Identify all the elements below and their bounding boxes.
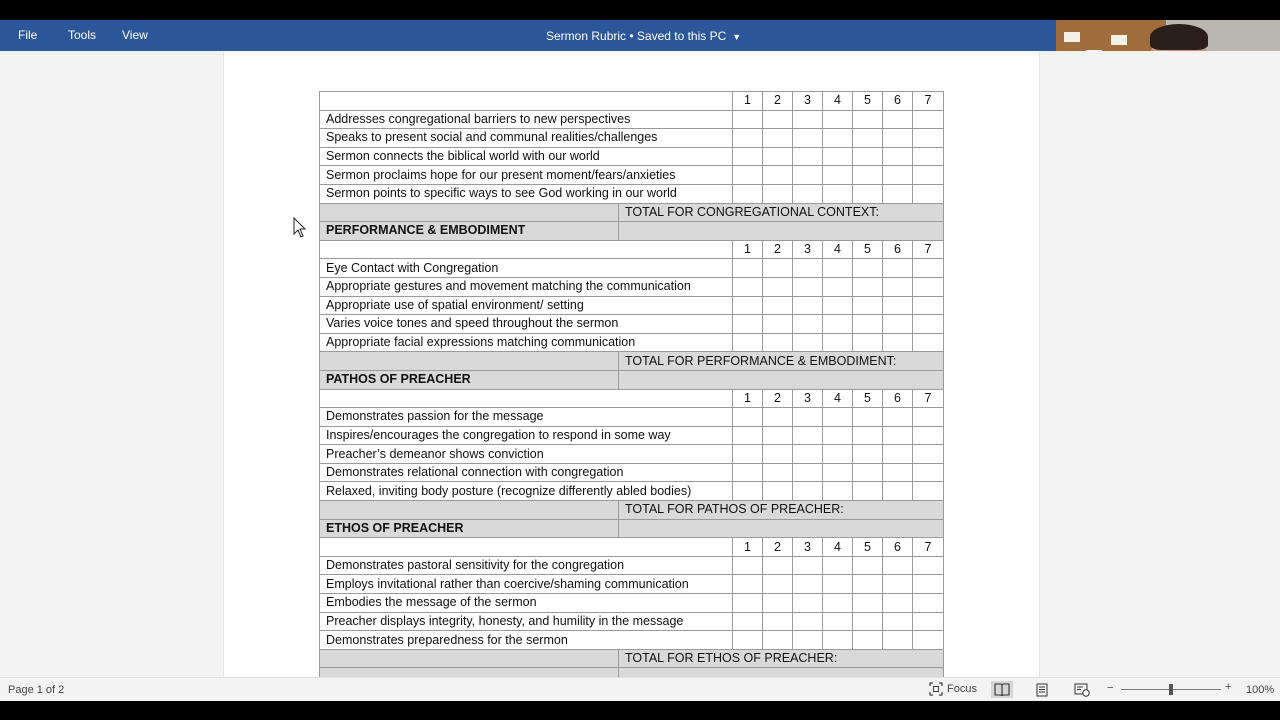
score-cell[interactable] — [823, 110, 853, 129]
total-row — [320, 649, 944, 668]
mouse-pointer-icon — [292, 217, 306, 244]
score-cell[interactable] — [823, 408, 853, 427]
score-cell[interactable] — [733, 333, 763, 352]
blank-cell[interactable] — [320, 92, 733, 111]
score-cell[interactable] — [823, 575, 853, 594]
score-cell[interactable] — [733, 463, 763, 482]
score-cell[interactable] — [853, 333, 883, 352]
rubric-item-label[interactable]: Sermon points to specific ways to see God working in our world — [320, 184, 733, 203]
score-cell[interactable] — [883, 129, 913, 148]
score-cell[interactable] — [763, 426, 793, 445]
score-cell[interactable] — [913, 408, 944, 427]
score-cell[interactable] — [913, 184, 944, 203]
menu-view[interactable]: View — [122, 28, 148, 42]
score-cell[interactable] — [733, 445, 763, 464]
section-heading[interactable]: PATHOS OF PREACHER — [320, 370, 619, 389]
rubric-item-label[interactable]: Addresses congregational barriers to new perspectives — [320, 110, 733, 129]
score-cell[interactable] — [763, 631, 793, 650]
score-cell[interactable] — [763, 184, 793, 203]
score-cell[interactable] — [853, 631, 883, 650]
score-cell[interactable] — [763, 129, 793, 148]
score-cell[interactable] — [793, 296, 823, 315]
score-cell[interactable] — [793, 277, 823, 296]
score-cell[interactable] — [823, 594, 853, 613]
rubric-item-label[interactable]: Eye Contact with Congregation — [320, 259, 733, 278]
score-cell[interactable] — [733, 110, 763, 129]
score-cell[interactable] — [763, 296, 793, 315]
blank-cell[interactable] — [320, 203, 619, 222]
score-label: 2 — [763, 538, 793, 557]
score-cell[interactable] — [793, 166, 823, 185]
rubric-item-row — [320, 445, 944, 464]
score-cell[interactable] — [763, 445, 793, 464]
rubric-item-row — [320, 315, 944, 334]
score-cell[interactable] — [823, 612, 853, 631]
score-cell[interactable] — [793, 129, 823, 148]
score-cell[interactable] — [733, 277, 763, 296]
score-cell[interactable] — [763, 315, 793, 334]
score-cell[interactable] — [793, 575, 823, 594]
rubric-item-label[interactable]: Appropriate gestures and movement matching the communication — [320, 277, 733, 296]
blank-cell[interactable] — [619, 222, 944, 241]
total-label[interactable]: TOTAL FOR CONGREGATIONAL CONTEXT: — [619, 203, 944, 222]
score-cell[interactable] — [853, 129, 883, 148]
score-cell[interactable] — [823, 184, 853, 203]
rubric-item-label[interactable]: Preacher’s demeanor shows conviction — [320, 445, 733, 464]
score-cell[interactable] — [823, 482, 853, 501]
score-cell[interactable] — [913, 594, 944, 613]
menu-file[interactable]: File — [18, 28, 38, 42]
score-cell[interactable] — [913, 631, 944, 650]
score-cell[interactable] — [913, 426, 944, 445]
score-label: 6 — [883, 240, 913, 259]
rubric-item-label[interactable]: Appropriate facial expressions matching communication — [320, 333, 733, 352]
score-cell[interactable] — [853, 556, 883, 575]
score-cell[interactable] — [883, 594, 913, 613]
score-cell[interactable] — [793, 463, 823, 482]
score-cell[interactable] — [883, 110, 913, 129]
score-cell[interactable] — [763, 333, 793, 352]
score-cell[interactable] — [883, 166, 913, 185]
score-cell[interactable] — [763, 575, 793, 594]
score-cell[interactable] — [733, 259, 763, 278]
score-cell[interactable] — [913, 296, 944, 315]
rubric-item-row — [320, 184, 944, 203]
score-cell[interactable] — [853, 259, 883, 278]
blank-cell[interactable] — [619, 519, 944, 538]
rubric-item-row — [320, 408, 944, 427]
blank-cell[interactable] — [619, 668, 944, 677]
score-cell[interactable] — [793, 426, 823, 445]
score-cell[interactable] — [823, 556, 853, 575]
rubric-item-row — [320, 259, 944, 278]
score-label: 3 — [793, 92, 823, 111]
print-layout-button[interactable] — [1031, 681, 1053, 698]
score-cell[interactable] — [793, 110, 823, 129]
score-cell[interactable] — [763, 482, 793, 501]
rubric-item-row — [320, 277, 944, 296]
score-cell[interactable] — [913, 110, 944, 129]
score-cell[interactable] — [883, 333, 913, 352]
zoom-out-button[interactable]: − — [1107, 682, 1114, 694]
score-cell[interactable] — [763, 277, 793, 296]
score-cell[interactable] — [853, 166, 883, 185]
score-cell[interactable] — [763, 408, 793, 427]
score-cell[interactable] — [823, 259, 853, 278]
chevron-down-icon: ▼ — [732, 32, 742, 42]
score-cell[interactable] — [733, 129, 763, 148]
score-cell[interactable] — [913, 482, 944, 501]
score-label: 7 — [913, 389, 944, 408]
score-label: 7 — [913, 92, 944, 111]
score-cell[interactable] — [793, 556, 823, 575]
score-cell[interactable] — [883, 147, 913, 166]
score-cell[interactable] — [733, 408, 763, 427]
blank-cell[interactable] — [320, 501, 619, 520]
rubric-item-label[interactable]: Embodies the message of the sermon — [320, 594, 733, 613]
score-cell[interactable] — [793, 259, 823, 278]
blank-row — [320, 668, 944, 677]
rubric-item-label[interactable]: Demonstrates passion for the message — [320, 408, 733, 427]
score-label: 3 — [793, 240, 823, 259]
score-header-row — [320, 240, 944, 259]
rubric-item-label[interactable]: Demonstrates preparedness for the sermon — [320, 631, 733, 650]
total-label[interactable]: TOTAL FOR PATHOS OF PREACHER: — [619, 501, 944, 520]
score-label: 5 — [853, 538, 883, 557]
zoom-slider-thumb[interactable] — [1169, 684, 1173, 695]
score-header-row — [320, 538, 944, 557]
rubric-item-row — [320, 463, 944, 482]
rubric-item-label[interactable]: Demonstrates pastoral sensitivity for the congregation — [320, 556, 733, 575]
score-cell[interactable] — [883, 445, 913, 464]
person-hair — [1150, 24, 1208, 50]
score-cell[interactable] — [823, 166, 853, 185]
section-heading-row — [320, 519, 944, 538]
rubric-item-label[interactable]: Relaxed, inviting body posture (recognize differently abled bodies) — [320, 482, 733, 501]
score-header-row — [320, 92, 944, 111]
rubric-item-row — [320, 333, 944, 352]
score-cell[interactable] — [763, 612, 793, 631]
score-cell[interactable] — [853, 184, 883, 203]
score-cell[interactable] — [913, 612, 944, 631]
score-cell[interactable] — [883, 426, 913, 445]
score-cell[interactable] — [853, 575, 883, 594]
score-cell[interactable] — [853, 463, 883, 482]
rubric-item-label[interactable]: Inspires/encourages the congregation to respond in some way — [320, 426, 733, 445]
score-cell[interactable] — [883, 184, 913, 203]
score-label: 5 — [853, 92, 883, 111]
rubric-item-row — [320, 482, 944, 501]
rubric-table[interactable] — [319, 91, 944, 677]
score-label: 1 — [733, 538, 763, 557]
score-cell[interactable] — [913, 463, 944, 482]
rubric-item-row — [320, 147, 944, 166]
web-layout-button[interactable] — [1071, 681, 1093, 698]
rubric-item-row — [320, 631, 944, 650]
score-cell[interactable] — [823, 333, 853, 352]
rubric-item-row — [320, 296, 944, 315]
rubric-item-row — [320, 594, 944, 613]
score-cell[interactable] — [883, 612, 913, 631]
score-cell[interactable] — [793, 315, 823, 334]
score-cell[interactable] — [823, 445, 853, 464]
score-cell[interactable] — [883, 482, 913, 501]
zoom-in-button[interactable]: + — [1225, 681, 1232, 693]
score-cell[interactable] — [883, 463, 913, 482]
score-label: 5 — [853, 389, 883, 408]
score-cell[interactable] — [823, 147, 853, 166]
zoom-level[interactable]: 100% — [1246, 684, 1275, 696]
document-canvas[interactable] — [0, 51, 1280, 677]
blank-cell[interactable] — [320, 668, 619, 677]
score-cell[interactable] — [733, 612, 763, 631]
score-cell[interactable] — [883, 259, 913, 278]
rubric-item-row — [320, 426, 944, 445]
score-cell[interactable] — [733, 166, 763, 185]
score-cell[interactable] — [733, 594, 763, 613]
document-title: Sermon Rubric • Saved to this PC — [546, 29, 727, 43]
rubric-item-label[interactable]: Employs invitational rather than coercive/shaming communication — [320, 575, 733, 594]
score-cell[interactable] — [853, 612, 883, 631]
score-cell[interactable] — [763, 110, 793, 129]
score-cell[interactable] — [913, 556, 944, 575]
section-heading[interactable]: ETHOS OF PREACHER — [320, 519, 619, 538]
score-cell[interactable] — [763, 259, 793, 278]
score-cell[interactable] — [793, 631, 823, 650]
score-label: 1 — [733, 389, 763, 408]
score-cell[interactable] — [793, 482, 823, 501]
score-cell[interactable] — [733, 296, 763, 315]
score-cell[interactable] — [763, 463, 793, 482]
top-black-bar — [0, 0, 1280, 20]
score-cell[interactable] — [913, 333, 944, 352]
pinned-note — [1111, 35, 1127, 45]
blank-cell[interactable] — [320, 352, 619, 371]
score-cell[interactable] — [883, 556, 913, 575]
score-cell[interactable] — [913, 147, 944, 166]
section-heading-row — [320, 222, 944, 241]
rubric-item-label[interactable]: Sermon connects the biblical world with our world — [320, 147, 733, 166]
score-cell[interactable] — [853, 147, 883, 166]
blank-cell[interactable] — [320, 649, 619, 668]
score-cell[interactable] — [733, 575, 763, 594]
blank-cell[interactable] — [320, 538, 733, 557]
rubric-item-label[interactable]: Demonstrates relational connection with congregation — [320, 463, 733, 482]
score-cell[interactable] — [853, 426, 883, 445]
score-header-row — [320, 389, 944, 408]
score-cell[interactable] — [823, 296, 853, 315]
score-cell[interactable] — [733, 184, 763, 203]
total-row — [320, 352, 944, 371]
score-label: 2 — [763, 389, 793, 408]
score-label: 5 — [853, 240, 883, 259]
zoom-slider[interactable] — [1121, 689, 1221, 690]
rubric-item-row — [320, 110, 944, 129]
score-cell[interactable] — [763, 594, 793, 613]
total-row — [320, 203, 944, 222]
web-layout-icon — [1074, 683, 1090, 697]
score-cell[interactable] — [733, 482, 763, 501]
score-cell[interactable] — [853, 277, 883, 296]
score-label: 3 — [793, 538, 823, 557]
score-cell[interactable] — [793, 408, 823, 427]
score-cell[interactable] — [883, 277, 913, 296]
total-row — [320, 501, 944, 520]
page-count[interactable]: Page 1 of 2 — [8, 684, 65, 696]
score-cell[interactable] — [883, 315, 913, 334]
score-label: 4 — [823, 538, 853, 557]
score-cell[interactable] — [853, 296, 883, 315]
score-cell[interactable] — [883, 631, 913, 650]
rubric-item-row — [320, 575, 944, 594]
score-cell[interactable] — [733, 556, 763, 575]
score-cell[interactable] — [763, 147, 793, 166]
score-cell[interactable] — [823, 277, 853, 296]
score-cell[interactable] — [913, 166, 944, 185]
rubric-item-label[interactable]: Varies voice tones and speed throughout the sermon — [320, 315, 733, 334]
rubric-item-label[interactable]: Speaks to present social and communal realities/challenges — [320, 129, 733, 148]
score-label: 6 — [883, 538, 913, 557]
rubric-item-row — [320, 556, 944, 575]
rubric-item-row — [320, 129, 944, 148]
score-cell[interactable] — [733, 147, 763, 166]
score-cell[interactable] — [913, 129, 944, 148]
print-layout-icon — [1036, 683, 1048, 697]
score-cell[interactable] — [913, 277, 944, 296]
blank-cell[interactable] — [320, 240, 733, 259]
score-cell[interactable] — [763, 556, 793, 575]
score-cell[interactable] — [793, 147, 823, 166]
focus-icon — [929, 682, 943, 696]
score-cell[interactable] — [733, 426, 763, 445]
blank-cell[interactable] — [619, 370, 944, 389]
score-cell[interactable] — [793, 612, 823, 631]
rubric-item-row — [320, 612, 944, 631]
pinned-note — [1064, 32, 1080, 42]
score-label: 7 — [913, 240, 944, 259]
score-label: 1 — [733, 240, 763, 259]
score-cell[interactable] — [853, 110, 883, 129]
rubric-item-row — [320, 166, 944, 185]
score-label: 2 — [763, 92, 793, 111]
score-label: 7 — [913, 538, 944, 557]
score-label: 3 — [793, 389, 823, 408]
bottom-black-bar — [0, 701, 1280, 720]
score-cell[interactable] — [883, 408, 913, 427]
read-mode-icon — [994, 683, 1010, 696]
total-label[interactable]: TOTAL FOR ETHOS OF PREACHER: — [619, 649, 944, 668]
score-cell[interactable] — [823, 631, 853, 650]
score-cell[interactable] — [853, 482, 883, 501]
score-label: 4 — [823, 92, 853, 111]
section-heading-row — [320, 370, 944, 389]
status-bar — [0, 677, 1280, 702]
score-cell[interactable] — [823, 129, 853, 148]
score-label: 4 — [823, 389, 853, 408]
rubric-item-label[interactable]: Sermon proclaims hope for our present moment/fears/anxieties — [320, 166, 733, 185]
score-label: 1 — [733, 92, 763, 111]
total-label[interactable]: TOTAL FOR PERFORMANCE & EMBODIMENT: — [619, 352, 944, 371]
score-cell[interactable] — [823, 463, 853, 482]
score-cell[interactable] — [853, 445, 883, 464]
score-cell[interactable] — [913, 259, 944, 278]
score-cell[interactable] — [853, 594, 883, 613]
score-cell[interactable] — [763, 166, 793, 185]
score-cell[interactable] — [733, 631, 763, 650]
document-title-dropdown[interactable] — [546, 29, 741, 43]
score-cell[interactable] — [793, 594, 823, 613]
read-mode-button[interactable] — [991, 681, 1013, 698]
score-cell[interactable] — [793, 333, 823, 352]
score-cell[interactable] — [793, 445, 823, 464]
score-cell[interactable] — [853, 408, 883, 427]
score-cell[interactable] — [853, 315, 883, 334]
score-cell[interactable] — [913, 575, 944, 594]
score-label: 2 — [763, 240, 793, 259]
score-label: 4 — [823, 240, 853, 259]
score-label: 6 — [883, 92, 913, 111]
score-cell[interactable] — [733, 315, 763, 334]
focus-button[interactable] — [929, 682, 977, 696]
score-cell[interactable] — [823, 426, 853, 445]
menu-tools[interactable]: Tools — [68, 28, 97, 42]
blank-cell[interactable] — [320, 389, 733, 408]
score-cell[interactable] — [883, 296, 913, 315]
focus-label: Focus — [947, 683, 977, 695]
score-cell[interactable] — [793, 184, 823, 203]
score-cell[interactable] — [823, 315, 853, 334]
score-cell[interactable] — [913, 315, 944, 334]
score-cell[interactable] — [883, 575, 913, 594]
score-cell[interactable] — [913, 445, 944, 464]
section-heading[interactable]: PERFORMANCE & EMBODIMENT — [320, 222, 619, 241]
rubric-item-label[interactable]: Preacher displays integrity, honesty, and humility in the message — [320, 612, 733, 631]
rubric-item-label[interactable]: Appropriate use of spatial environment/ setting — [320, 296, 733, 315]
score-label: 6 — [883, 389, 913, 408]
